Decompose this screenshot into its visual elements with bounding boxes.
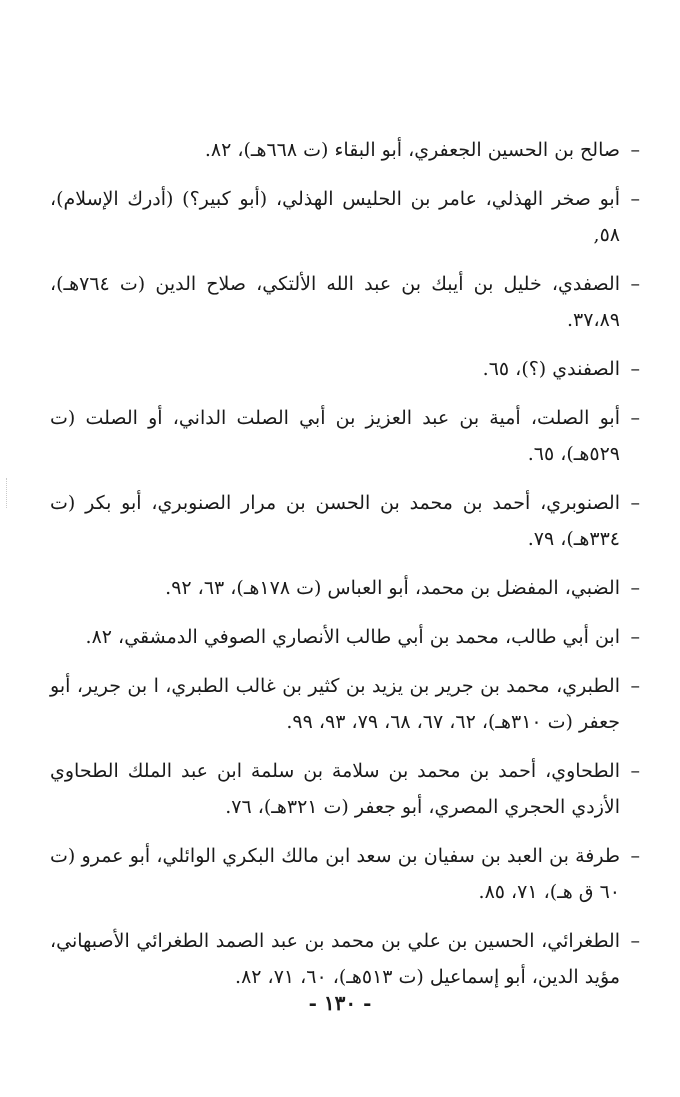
index-entry	[50, 485, 640, 557]
index-entry	[50, 132, 640, 168]
margin-mark	[6, 478, 9, 508]
entry-text: الطحاوي، أحمد بن محمد بن سلامة بن سلمة ابن عبد الملك الطحاوي الأزدي الحجري المصري، أبو جعفر (ت ٣٢١هـ)، ٧٦.	[50, 760, 620, 818]
index-entry	[50, 619, 640, 655]
index-entry	[50, 753, 640, 825]
entry-dash: –	[630, 407, 640, 429]
entry-dash: –	[630, 577, 640, 599]
entry-text: الصفندي (؟)، ٦٥.	[482, 358, 620, 380]
entry-dash: –	[630, 760, 640, 782]
entry-dash: –	[630, 626, 640, 648]
index-entry	[50, 266, 640, 338]
entry-text: الطغرائي، الحسين بن علي بن محمد بن عبد الصمد الطغرائي الأصبهاني، مؤيد الدين، أبو إسماعيل (ت ٥١٣هـ)، ٦٠، ٧١، ٨٢.	[50, 930, 620, 988]
entry-text: الصنوبري، أحمد بن محمد بن الحسن بن مرار الصنوبري، أبو بكر (ت ٣٣٤هـ)، ٧٩.	[50, 492, 620, 550]
entry-text: صالح بن الحسين الجعفري، أبو البقاء (ت ٦٦٨هـ)، ٨٢.	[204, 139, 620, 161]
index-entry	[50, 838, 640, 910]
index-entry	[50, 570, 640, 606]
entry-dash: –	[630, 492, 640, 514]
entry-dash: –	[630, 358, 640, 380]
entry-dash: –	[630, 188, 640, 210]
biography-index-list	[50, 132, 640, 1008]
entry-dash: –	[630, 273, 640, 295]
entry-text: الضبي، المفضل بن محمد، أبو العباس (ت ١٧٨هـ)، ٦٣، ٩٢.	[165, 577, 620, 599]
entry-dash: –	[630, 930, 640, 952]
index-entry	[50, 181, 640, 253]
index-entry	[50, 351, 640, 387]
entry-text: طرفة بن العبد بن سفيان بن سعد ابن مالك البكري الوائلي، أبو عمرو (ت ٦٠ ق هـ)، ٧١، ٨٥.	[50, 845, 620, 903]
entry-dash: –	[630, 845, 640, 867]
entry-text: الطبري، محمد بن جرير بن يزيد بن كثير بن غالب الطبري، ا بن جرير، أبو جعفر (ت ٣١٠هـ)، ٦٢، ٦٧، ٦٨، ٧٩، ٩٣، ٩٩.	[50, 675, 620, 733]
entry-text: أبو صخر الهذلي، عامر بن الحليس الهذلي، (أبو كبير؟) (أدرك الإسلام)، ٥٨,	[50, 188, 620, 246]
entry-dash: –	[630, 675, 640, 697]
index-entry	[50, 923, 640, 995]
entry-text: الصفدي، خليل بن أيبك بن عبد الله الألتكي، صلاح الدين (ت ٧٦٤هـ)، ٣٧،٨٩.	[50, 273, 620, 331]
entry-text: ابن أبي طالب، محمد بن أبي طالب الأنصاري الصوفي الدمشقي، ٨٢.	[85, 626, 620, 648]
index-entry	[50, 400, 640, 472]
page-number: - ١٣٠ -	[308, 991, 372, 1015]
index-entry	[50, 668, 640, 740]
entry-text: أبو الصلت، أمية بن عبد العزيز بن أبي الصلت الداني، أو الصلت (ت ٥٢٩هـ)، ٦٥.	[50, 407, 620, 465]
entry-dash: –	[630, 139, 640, 161]
